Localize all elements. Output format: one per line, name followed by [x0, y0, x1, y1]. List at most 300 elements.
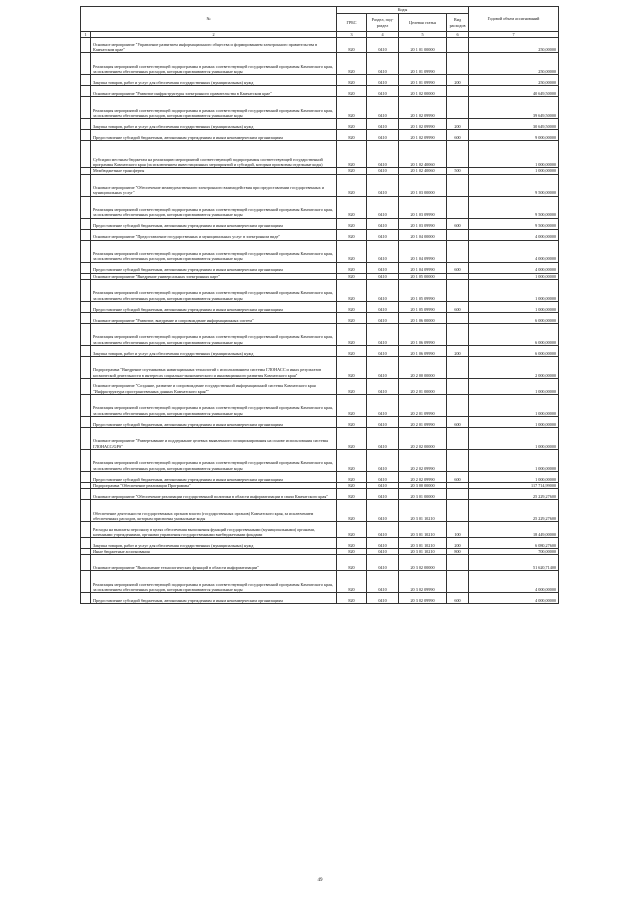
- row-amount: 4 000,00000: [469, 262, 559, 273]
- row-expense-type: [447, 312, 469, 323]
- row-grbs: 820: [337, 471, 367, 482]
- table-row: [81, 323, 559, 345]
- table-row: [81, 555, 559, 571]
- row-amount: 9 500,00000: [469, 218, 559, 229]
- table-row: [81, 97, 559, 119]
- table-row: [81, 522, 559, 538]
- row-amount: 4 000,00000: [469, 593, 559, 604]
- row-section: 0410: [367, 53, 399, 75]
- row-amount: 6 000,00000: [469, 323, 559, 345]
- row-amount: 250,00000: [469, 38, 559, 53]
- row-index: [81, 97, 91, 119]
- row-name: Межбюджетные трансферты: [91, 168, 337, 174]
- row-expense-type: [447, 356, 469, 378]
- row-target: 20 1 06 09990: [399, 345, 447, 356]
- row-expense-type: [447, 229, 469, 240]
- row-amount: 1 000,00000: [469, 416, 559, 427]
- column-index: 5: [399, 32, 447, 38]
- table-row: [81, 449, 559, 471]
- row-amount: 1 000,00000: [469, 449, 559, 471]
- row-grbs: 820: [337, 229, 367, 240]
- row-expense-type: [447, 240, 469, 262]
- row-section: 0410: [367, 522, 399, 538]
- row-target: 20 2 02 00000: [399, 427, 447, 449]
- row-index: [81, 345, 91, 356]
- table-row: [81, 301, 559, 312]
- row-index: [81, 86, 91, 97]
- row-target: 20 1 02 40060: [399, 141, 447, 168]
- row-amount: 4 000,00000: [469, 240, 559, 262]
- row-name: Иные бюджетные ассигнования: [91, 549, 337, 555]
- row-name: Основное мероприятие "Развитие, внедрение и сопровождение информационных систем": [91, 312, 337, 323]
- row-index: [81, 538, 91, 549]
- row-target: 20 1 01 09990: [399, 53, 447, 75]
- row-grbs: 820: [337, 97, 367, 119]
- row-grbs: 820: [337, 75, 367, 86]
- row-expense-type: [447, 449, 469, 471]
- row-section: 0410: [367, 130, 399, 141]
- row-name: Реализация мероприятий соответствующей подпрограммы в рамках соответствующей государственной программы Камчатского края, за исключением обеспеченных расходов, которым присваиваются уникальные коды: [91, 53, 337, 75]
- row-grbs: 820: [337, 141, 367, 168]
- row-grbs: 820: [337, 168, 367, 174]
- row-name: Предоставление субсидий бюджетным, автономным учреждениям и иным некоммерческим организациям: [91, 262, 337, 273]
- row-amount: 9 500,00000: [469, 196, 559, 218]
- row-expense-type: 600: [447, 301, 469, 312]
- row-name: Предоставление субсидий бюджетным, автономным учреждениям и иным некоммерческим организациям: [91, 471, 337, 482]
- row-expense-type: [447, 196, 469, 218]
- row-grbs: 820: [337, 174, 367, 196]
- row-target: 20 1 04 00000: [399, 229, 447, 240]
- row-expense-type: 200: [447, 75, 469, 86]
- row-amount: 4 000,00000: [469, 229, 559, 240]
- row-target: 20 3 02 09990: [399, 593, 447, 604]
- row-target: 20 3 01 10210: [399, 549, 447, 555]
- row-amount: 117 714,99000: [469, 482, 559, 488]
- row-name: Предоставление субсидий бюджетным, автономным учреждениям и иным некоммерческим организациям: [91, 301, 337, 312]
- row-amount: 1 000,00000: [469, 273, 559, 279]
- row-section: 0410: [367, 141, 399, 168]
- table-row: [81, 262, 559, 273]
- row-amount: 1 000,00000: [469, 378, 559, 394]
- row-index: [81, 141, 91, 168]
- row-amount: 40 649,50000: [469, 86, 559, 97]
- row-target: 20 3 01 00000: [399, 489, 447, 500]
- row-name: Предоставление субсидий бюджетным, автономным учреждениям и иным некоммерческим организациям: [91, 218, 337, 229]
- row-target: 20 1 06 09990: [399, 323, 447, 345]
- table-row: [81, 489, 559, 500]
- row-name: Реализация мероприятий соответствующей подпрограммы в рамках соответствующей государственной программы Камчатского края, за исключением обеспеченных расходов, которым присваиваются уникальные коды: [91, 394, 337, 416]
- table-row: [81, 119, 559, 130]
- row-section: 0410: [367, 262, 399, 273]
- header-number: №: [81, 7, 337, 32]
- page-number: 49: [317, 878, 323, 883]
- row-amount: 6 000,00000: [469, 345, 559, 356]
- row-grbs: 820: [337, 273, 367, 279]
- row-expense-type: 600: [447, 416, 469, 427]
- row-target: 20 1 01 09990: [399, 75, 447, 86]
- table-row: [81, 86, 559, 97]
- row-section: 0410: [367, 345, 399, 356]
- row-section: 0410: [367, 489, 399, 500]
- row-index: [81, 38, 91, 53]
- row-grbs: 820: [337, 394, 367, 416]
- row-target: 20 1 02 00000: [399, 86, 447, 97]
- table-row: [81, 593, 559, 604]
- row-expense-type: [447, 86, 469, 97]
- row-expense-type: 100: [447, 522, 469, 538]
- table-row: [81, 229, 559, 240]
- row-section: 0410: [367, 549, 399, 555]
- table-row: [81, 218, 559, 229]
- row-section: 0410: [367, 593, 399, 604]
- table-row: [81, 174, 559, 196]
- table-row: [81, 312, 559, 323]
- row-target: 20 1 02 40060: [399, 168, 447, 174]
- row-expense-type: 600: [447, 471, 469, 482]
- table-row: [81, 500, 559, 522]
- row-section: 0410: [367, 449, 399, 471]
- row-amount: 51 620,71400: [469, 555, 559, 571]
- row-section: 0410: [367, 555, 399, 571]
- row-target: 20 2 01 09990: [399, 394, 447, 416]
- row-section: 0410: [367, 119, 399, 130]
- row-name: Подпрограмма "Обеспечение реализации Программы": [91, 482, 337, 488]
- row-amount: 25 229,27600: [469, 500, 559, 522]
- row-index: [81, 53, 91, 75]
- row-index: [81, 130, 91, 141]
- row-target: 20 1 02 09990: [399, 97, 447, 119]
- row-target: 20 1 05 00000: [399, 273, 447, 279]
- table-row: [81, 53, 559, 75]
- row-grbs: 820: [337, 482, 367, 488]
- row-expense-type: [447, 571, 469, 593]
- row-name: Реализация мероприятий соответствующей подпрограммы в рамках соответствующей государственной программы Камчатского края, за исключением обеспеченных расходов, которым присваиваются уникальные коды: [91, 571, 337, 593]
- row-grbs: 820: [337, 427, 367, 449]
- row-name: Закупка товаров, работ и услуг для обеспечения государственных (муниципальных) нужд: [91, 119, 337, 130]
- header-grbs: ГРБС: [337, 14, 367, 32]
- row-expense-type: [447, 141, 469, 168]
- row-expense-type: 200: [447, 119, 469, 130]
- row-target: 20 3 01 10210: [399, 522, 447, 538]
- row-index: [81, 75, 91, 86]
- row-grbs: 820: [337, 549, 367, 555]
- row-name: Основное мероприятие "Предоставление государственных и муниципальных услуг в электронном виде": [91, 229, 337, 240]
- row-section: 0410: [367, 174, 399, 196]
- table-row: [81, 356, 559, 378]
- row-grbs: 820: [337, 279, 367, 301]
- row-section: 0410: [367, 229, 399, 240]
- row-section: 0410: [367, 75, 399, 86]
- row-index: [81, 301, 91, 312]
- row-name: Основное мероприятие "Обеспечение межведомственного электронного взаимодействия при предоставлении государственных и муниципальных услуг": [91, 174, 337, 196]
- row-amount: 4 000,00000: [469, 571, 559, 593]
- row-target: 20 2 01 09990: [399, 416, 447, 427]
- row-target: 20 3 02 09990: [399, 571, 447, 593]
- row-amount: 9 000,00000: [469, 130, 559, 141]
- row-section: 0410: [367, 538, 399, 549]
- row-expense-type: [447, 394, 469, 416]
- row-target: 20 1 02 09990: [399, 119, 447, 130]
- row-grbs: 820: [337, 345, 367, 356]
- row-target: 20 1 05 09990: [399, 301, 447, 312]
- row-name: Основное мероприятие "Внедрение универсальных электронных карт": [91, 273, 337, 279]
- row-index: [81, 471, 91, 482]
- header-expense-type: Вид расходов: [447, 14, 469, 32]
- row-name: Субсидии местным бюджетам на реализацию мероприятий соответствующей подпрограммы соответствующей государственной программы Камчатского края (за исключением инвестиционных мероприятий и субсидий, которым присвоены отдельные коды): [91, 141, 337, 168]
- column-index: 4: [367, 32, 399, 38]
- header-amount: Годовой объем ассигнований: [469, 7, 559, 32]
- row-section: 0410: [367, 571, 399, 593]
- row-section: 0410: [367, 471, 399, 482]
- row-expense-type: 600: [447, 218, 469, 229]
- row-name: Основное мероприятие "Развитие инфраструктуры электронного правительства в Камчатском крае": [91, 86, 337, 97]
- row-target: 20 3 02 00000: [399, 555, 447, 571]
- table-row: [81, 130, 559, 141]
- row-section: 0410: [367, 38, 399, 53]
- row-name: Предоставление субсидий бюджетным, автономным учреждениям и иным некоммерческим организациям: [91, 593, 337, 604]
- table-row: [81, 279, 559, 301]
- row-amount: 1 000,00000: [469, 427, 559, 449]
- row-target: 20 1 04 09990: [399, 240, 447, 262]
- row-section: 0410: [367, 279, 399, 301]
- row-index: [81, 279, 91, 301]
- row-section: 0410: [367, 97, 399, 119]
- row-section: 0410: [367, 416, 399, 427]
- row-index: [81, 312, 91, 323]
- table-row: [81, 538, 559, 549]
- row-target: 20 3 00 00000: [399, 482, 447, 488]
- row-section: 0410: [367, 168, 399, 174]
- row-amount: 250,00000: [469, 75, 559, 86]
- row-grbs: 820: [337, 86, 367, 97]
- row-amount: 6 000,00000: [469, 312, 559, 323]
- row-grbs: 820: [337, 555, 367, 571]
- row-grbs: 820: [337, 38, 367, 53]
- row-index: [81, 427, 91, 449]
- row-target: 20 1 03 00000: [399, 174, 447, 196]
- header-codes: Коды: [337, 7, 469, 14]
- row-expense-type: 600: [447, 262, 469, 273]
- row-section: 0410: [367, 482, 399, 488]
- row-grbs: 820: [337, 593, 367, 604]
- row-index: [81, 394, 91, 416]
- row-expense-type: [447, 323, 469, 345]
- row-name: Реализация мероприятий соответствующей подпрограммы в рамках соответствующей государственной программы Камчатского края, за исключением обеспеченных расходов, которым присваиваются уникальные коды: [91, 279, 337, 301]
- row-expense-type: 600: [447, 130, 469, 141]
- row-section: 0410: [367, 378, 399, 394]
- row-target: 20 3 01 10210: [399, 500, 447, 522]
- row-name: Подпрограмма "Внедрение спутниковых навигационных технологий с использованием системы ГЛОНАСС и иных результатов космической деятельности в интересах социально-экономического и инновационного развития Камчатского края": [91, 356, 337, 378]
- row-amount: 2 000,00000: [469, 356, 559, 378]
- row-grbs: 820: [337, 323, 367, 345]
- row-expense-type: [447, 279, 469, 301]
- row-index: [81, 593, 91, 604]
- row-name: Основное мероприятие "Создание, развитие и сопровождение государственной информационной системы Камчатского края "Инфраструктура пространственных данных Камчатского края"": [91, 378, 337, 394]
- row-name: Закупка товаров, работ и услуг для обеспечения государственных (муниципальных) нужд: [91, 345, 337, 356]
- row-grbs: 820: [337, 301, 367, 312]
- table-row: [81, 571, 559, 593]
- row-amount: 6 080,27600: [469, 538, 559, 549]
- row-index: [81, 196, 91, 218]
- row-section: 0410: [367, 500, 399, 522]
- row-expense-type: [447, 378, 469, 394]
- row-grbs: 820: [337, 500, 367, 522]
- column-index: 1: [81, 32, 91, 38]
- column-index: 2: [91, 32, 337, 38]
- row-section: 0410: [367, 196, 399, 218]
- row-index: [81, 323, 91, 345]
- row-name: Расходы на выплаты персоналу в целях обеспечения выполнения функций государственными (муниципальными) органами, казенными учреждениями, органами управления государственными внебюджетными фондами: [91, 522, 337, 538]
- row-amount: 9 500,00000: [469, 174, 559, 196]
- row-amount: 1 000,00000: [469, 279, 559, 301]
- row-target: 20 1 06 00000: [399, 312, 447, 323]
- row-section: 0410: [367, 394, 399, 416]
- row-index: [81, 500, 91, 522]
- row-section: 0410: [367, 427, 399, 449]
- row-section: 0410: [367, 301, 399, 312]
- row-grbs: 820: [337, 416, 367, 427]
- row-target: 20 1 03 09990: [399, 196, 447, 218]
- row-grbs: 820: [337, 240, 367, 262]
- row-grbs: 820: [337, 489, 367, 500]
- row-section: 0410: [367, 356, 399, 378]
- row-name: Обеспечение деятельности государственных органов власти (государственных органов) Камчатского края, за исключением обеспеченных расходов, которым присвоены уникальные коды: [91, 500, 337, 522]
- row-target: 20 1 04 09990: [399, 262, 447, 273]
- row-index: [81, 571, 91, 593]
- table-row: [81, 141, 559, 168]
- row-target: 20 2 02 09990: [399, 449, 447, 471]
- row-target: 20 2 00 00000: [399, 356, 447, 378]
- row-target: 20 2 02 09990: [399, 471, 447, 482]
- row-grbs: 820: [337, 130, 367, 141]
- row-name: Закупка товаров, работ и услуг для обеспечения государственных (муниципальных) нужд: [91, 75, 337, 86]
- table-row: [81, 394, 559, 416]
- row-amount: 18 449,00000: [469, 522, 559, 538]
- table-row: [81, 345, 559, 356]
- row-amount: 1 000,00000: [469, 168, 559, 174]
- row-expense-type: [447, 174, 469, 196]
- row-index: [81, 240, 91, 262]
- row-target: 20 1 02 09990: [399, 130, 447, 141]
- table-row: [81, 427, 559, 449]
- row-expense-type: [447, 427, 469, 449]
- row-name: Основное мероприятие "Управление развитием информационного общества и формированием электронного правительства в Камчатском крае": [91, 38, 337, 53]
- row-expense-type: [447, 53, 469, 75]
- row-grbs: 820: [337, 538, 367, 549]
- row-expense-type: [447, 38, 469, 53]
- row-index: [81, 262, 91, 273]
- row-index: [81, 229, 91, 240]
- column-index: 7: [469, 32, 559, 38]
- row-section: 0410: [367, 218, 399, 229]
- row-index: [81, 416, 91, 427]
- row-index: [81, 356, 91, 378]
- row-amount: 1 000,00000: [469, 471, 559, 482]
- table-header: [81, 7, 559, 38]
- row-grbs: 820: [337, 262, 367, 273]
- row-amount: 700,00000: [469, 549, 559, 555]
- row-index: [81, 218, 91, 229]
- row-expense-type: 200: [447, 538, 469, 549]
- row-target: 20 2 01 00000: [399, 378, 447, 394]
- row-target: 20 1 05 09990: [399, 279, 447, 301]
- column-index: 6: [447, 32, 469, 38]
- row-amount: 39 649,50000: [469, 97, 559, 119]
- row-name: Реализация мероприятий соответствующей подпрограммы в рамках соответствующей государственной программы Камчатского края, за исключением обеспеченных расходов, которым присваиваются уникальные коды: [91, 196, 337, 218]
- table-row: [81, 75, 559, 86]
- table-row: [81, 240, 559, 262]
- row-name: Основное мероприятие "Развертывание и поддержание целевых выявленного позиционирования на основе использования системы ГЛОНАСС/GPS": [91, 427, 337, 449]
- row-grbs: 820: [337, 218, 367, 229]
- column-index: 3: [337, 32, 367, 38]
- row-expense-type: [447, 555, 469, 571]
- row-name: Предоставление субсидий бюджетным, автономным учреждениям и иным некоммерческим организациям: [91, 130, 337, 141]
- row-grbs: 820: [337, 53, 367, 75]
- row-name: Реализация мероприятий соответствующей подпрограммы в рамках соответствующей государственной программы Камчатского края, за исключением обеспеченных расходов, которым присваиваются уникальные коды: [91, 240, 337, 262]
- row-amount: 1 000,00000: [469, 141, 559, 168]
- table-row: [81, 38, 559, 53]
- row-index: [81, 555, 91, 571]
- table-row: [81, 416, 559, 427]
- row-grbs: 820: [337, 378, 367, 394]
- row-target: 20 3 01 10210: [399, 538, 447, 549]
- row-grbs: 820: [337, 312, 367, 323]
- row-expense-type: 800: [447, 549, 469, 555]
- table-row: [81, 471, 559, 482]
- row-target: 20 1 01 00000: [399, 38, 447, 53]
- row-section: 0410: [367, 273, 399, 279]
- row-amount: 250,00000: [469, 53, 559, 75]
- row-name: Закупка товаров, работ и услуг для обеспечения государственных (муниципальных) нужд: [91, 538, 337, 549]
- row-expense-type: 600: [447, 593, 469, 604]
- row-amount: 1 000,00000: [469, 394, 559, 416]
- row-grbs: 820: [337, 356, 367, 378]
- row-grbs: 820: [337, 196, 367, 218]
- row-grbs: 820: [337, 522, 367, 538]
- table-row: [81, 378, 559, 394]
- row-expense-type: 200: [447, 345, 469, 356]
- row-index: [81, 522, 91, 538]
- row-section: 0410: [367, 86, 399, 97]
- row-section: 0410: [367, 240, 399, 262]
- header-target: Целевая статья: [399, 14, 447, 32]
- table-body: [81, 38, 559, 604]
- row-expense-type: [447, 97, 469, 119]
- row-section: 0410: [367, 323, 399, 345]
- row-grbs: 820: [337, 571, 367, 593]
- row-index: [81, 378, 91, 394]
- row-name: Реализация мероприятий соответствующей подпрограммы в рамках соответствующей государственной программы Камчатского края, за исключением обеспеченных расходов, которым присваиваются уникальные коды: [91, 97, 337, 119]
- row-index: [81, 489, 91, 500]
- row-grbs: 820: [337, 449, 367, 471]
- row-index: [81, 119, 91, 130]
- budget-table: [80, 6, 559, 604]
- row-grbs: 820: [337, 119, 367, 130]
- header-section: Раздел, под-раздел: [367, 14, 399, 32]
- row-index: [81, 449, 91, 471]
- row-expense-type: [447, 489, 469, 500]
- row-expense-type: 500: [447, 168, 469, 174]
- row-name: Реализация мероприятий соответствующей подпрограммы в рамках соответствующей государственной программы Камчатского края, за исключением обеспеченных расходов, которым присваиваются уникальные коды: [91, 449, 337, 471]
- row-amount: 30 649,50000: [469, 119, 559, 130]
- row-amount: 25 229,27600: [469, 489, 559, 500]
- row-name: Основное мероприятие "Обеспечение реализации государственной политики в области информатизации в связи Камчатского края": [91, 489, 337, 500]
- row-index: [81, 174, 91, 196]
- row-target: 20 1 03 09990: [399, 218, 447, 229]
- row-expense-type: [447, 500, 469, 522]
- row-name: Основное мероприятие "Выполнение технологических функций в области информатизации": [91, 555, 337, 571]
- row-name: Реализация мероприятий соответствующей подпрограммы в рамках соответствующей государственной программы Камчатского края, за исключением обеспеченных расходов, которым присваиваются уникальные коды: [91, 323, 337, 345]
